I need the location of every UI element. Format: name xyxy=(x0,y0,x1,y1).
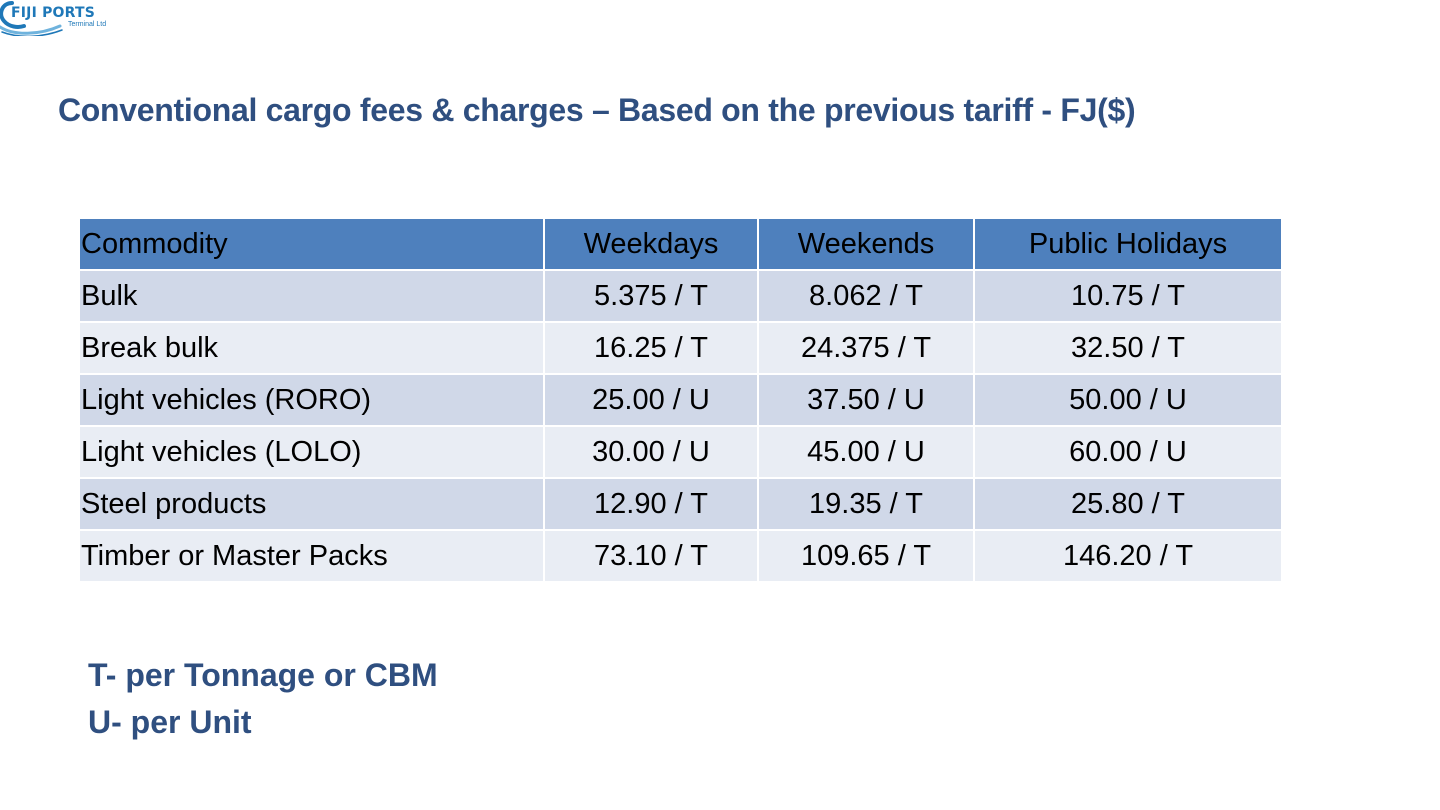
weekdays-cell: 73.10 / T xyxy=(544,530,758,581)
table-row xyxy=(80,270,1281,322)
legend-unit: U- per Unit xyxy=(88,704,252,740)
commodity-cell: Bulk xyxy=(80,270,544,322)
commodity-cell: Light vehicles (RORO) xyxy=(80,374,544,426)
commodity-cell: Light vehicles (LOLO) xyxy=(80,426,544,478)
logo-subtitle: Terminal Ltd xyxy=(68,21,107,28)
public-holidays-cell: 60.00 / U xyxy=(974,426,1281,478)
unit-legend xyxy=(88,652,438,746)
public-holidays-cell: 25.80 / T xyxy=(974,478,1281,530)
header-commodity: Commodity xyxy=(80,218,544,270)
table-row xyxy=(80,426,1281,478)
public-holidays-cell: 32.50 / T xyxy=(974,322,1281,374)
weekends-cell: 45.00 / U xyxy=(758,426,974,478)
public-holidays-cell: 146.20 / T xyxy=(974,530,1281,581)
table-row xyxy=(80,374,1281,426)
public-holidays-cell: 50.00 / U xyxy=(974,374,1281,426)
weekends-cell: 24.375 / T xyxy=(758,322,974,374)
fiji-ports-logo xyxy=(0,0,120,36)
table-row xyxy=(80,322,1281,374)
weekdays-cell: 12.90 / T xyxy=(544,478,758,530)
commodity-cell: Timber or Master Packs xyxy=(80,530,544,581)
table-header-row xyxy=(80,218,1281,270)
public-holidays-cell: 10.75 / T xyxy=(974,270,1281,322)
header-public-holidays: Public Holidays xyxy=(974,218,1281,270)
weekdays-cell: 5.375 / T xyxy=(544,270,758,322)
table-row xyxy=(80,478,1281,530)
legend-tonnage: T- per Tonnage or CBM xyxy=(88,657,438,693)
weekdays-cell: 16.25 / T xyxy=(544,322,758,374)
weekdays-cell: 30.00 / U xyxy=(544,426,758,478)
weekends-cell: 19.35 / T xyxy=(758,478,974,530)
weekends-cell: 109.65 / T xyxy=(758,530,974,581)
commodity-cell: Steel products xyxy=(80,478,544,530)
logo-name: FIJI PORTS xyxy=(11,5,96,21)
slide-title: Conventional cargo fees & charges – Based on the previous tariff - FJ($) xyxy=(58,92,1136,128)
weekends-cell: 8.062 / T xyxy=(758,270,974,322)
tariff-table xyxy=(80,217,1281,581)
header-weekends: Weekends xyxy=(758,218,974,270)
commodity-cell: Break bulk xyxy=(80,322,544,374)
table-row xyxy=(80,530,1281,581)
weekdays-cell: 25.00 / U xyxy=(544,374,758,426)
header-weekdays: Weekdays xyxy=(544,218,758,270)
weekends-cell: 37.50 / U xyxy=(758,374,974,426)
